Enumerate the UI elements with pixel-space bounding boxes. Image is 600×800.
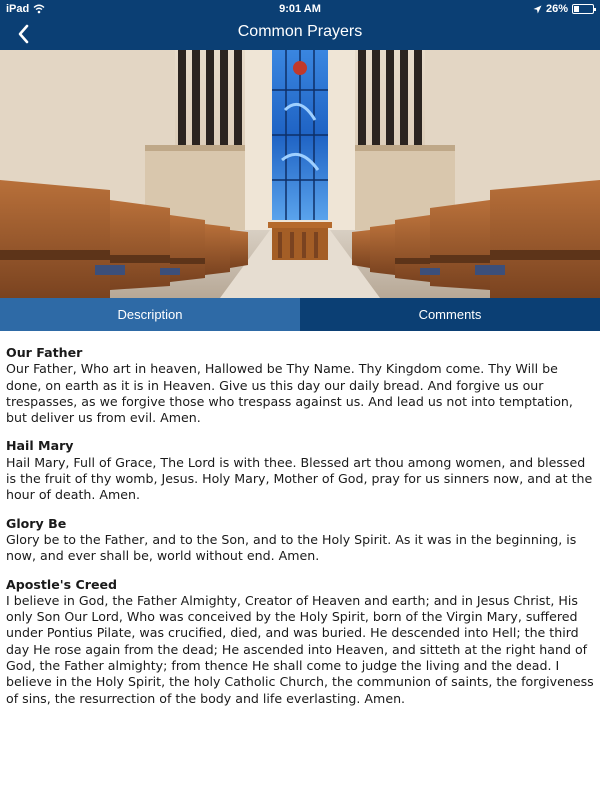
status-right [533, 3, 594, 15]
prayer-text: Our Father, Who art in heaven, Hallowed be Thy Name. Thy Kingdom come. Thy Will be done, on earth as it is in Heaven. Give us this day our daily bread. And forgive us our trespasses, as we forgive those who trespass against us. And lead us not into temptation, but deliver us from evil. Amen. [6, 361, 573, 426]
tab-description[interactable]: Description [0, 298, 300, 331]
location-arrow-icon [533, 5, 542, 14]
church-interior-photo [0, 50, 600, 298]
prayer-title: Glory Be [6, 515, 67, 531]
prayers-content [6, 345, 596, 719]
prayer-hail-mary [6, 438, 596, 503]
status-time: 9:01 AM [279, 3, 321, 15]
prayer-text: Hail Mary, Full of Grace, The Lord is with thee. Blessed art thou among women, and blessed is the fruit of thy womb, Jesus. Holy Mary, Mother of God, pray for us sinners now, and at the hour of death. Amen. [6, 454, 593, 503]
device-name: iPad [6, 3, 30, 15]
prayer-glory-be [6, 516, 596, 565]
prayer-title: Hail Mary [6, 438, 74, 454]
prayer-title: Apostle's Creed [6, 576, 118, 592]
prayer-title: Our Father [6, 345, 83, 360]
battery-percent: 26% [545, 3, 568, 15]
prayer-our-father [6, 345, 596, 426]
nav-bar [0, 18, 600, 50]
page-title: Common Prayers [237, 23, 363, 40]
prayer-text: I believe in God, the Father Almighty, Creator of Heaven and earth; and in Jesus Christ, His only Son Our Lord, Who was conceived by the Holy Spirit, born of the Virgin Mary, suffered under Pontius Pilate, was crucified, died, and was buried. He descended into Hell; the third day He rose again from the dead; He ascended into Heaven, and sitteth at the right hand of God, the Father almighty; from thence He shall come to judge the living and the dead. I believe in the Holy Spirit, the holy Catholic Church, the communion of saints, the forgiveness of sins, the resurrection of the body and life everlasting. Amen. [6, 592, 594, 706]
prayer-apostles-creed [6, 577, 596, 707]
battery-fill [574, 6, 579, 12]
status-bar [0, 0, 600, 18]
prayer-text: Glory be to the Father, and to the Son, and to the Holy Spirit. As it was in the beginning, is now, and ever shall be, world without end. Amen. [6, 531, 577, 564]
battery-icon [572, 4, 594, 14]
segmented-tabs [0, 298, 600, 331]
tab-comments[interactable]: Comments [300, 298, 600, 331]
